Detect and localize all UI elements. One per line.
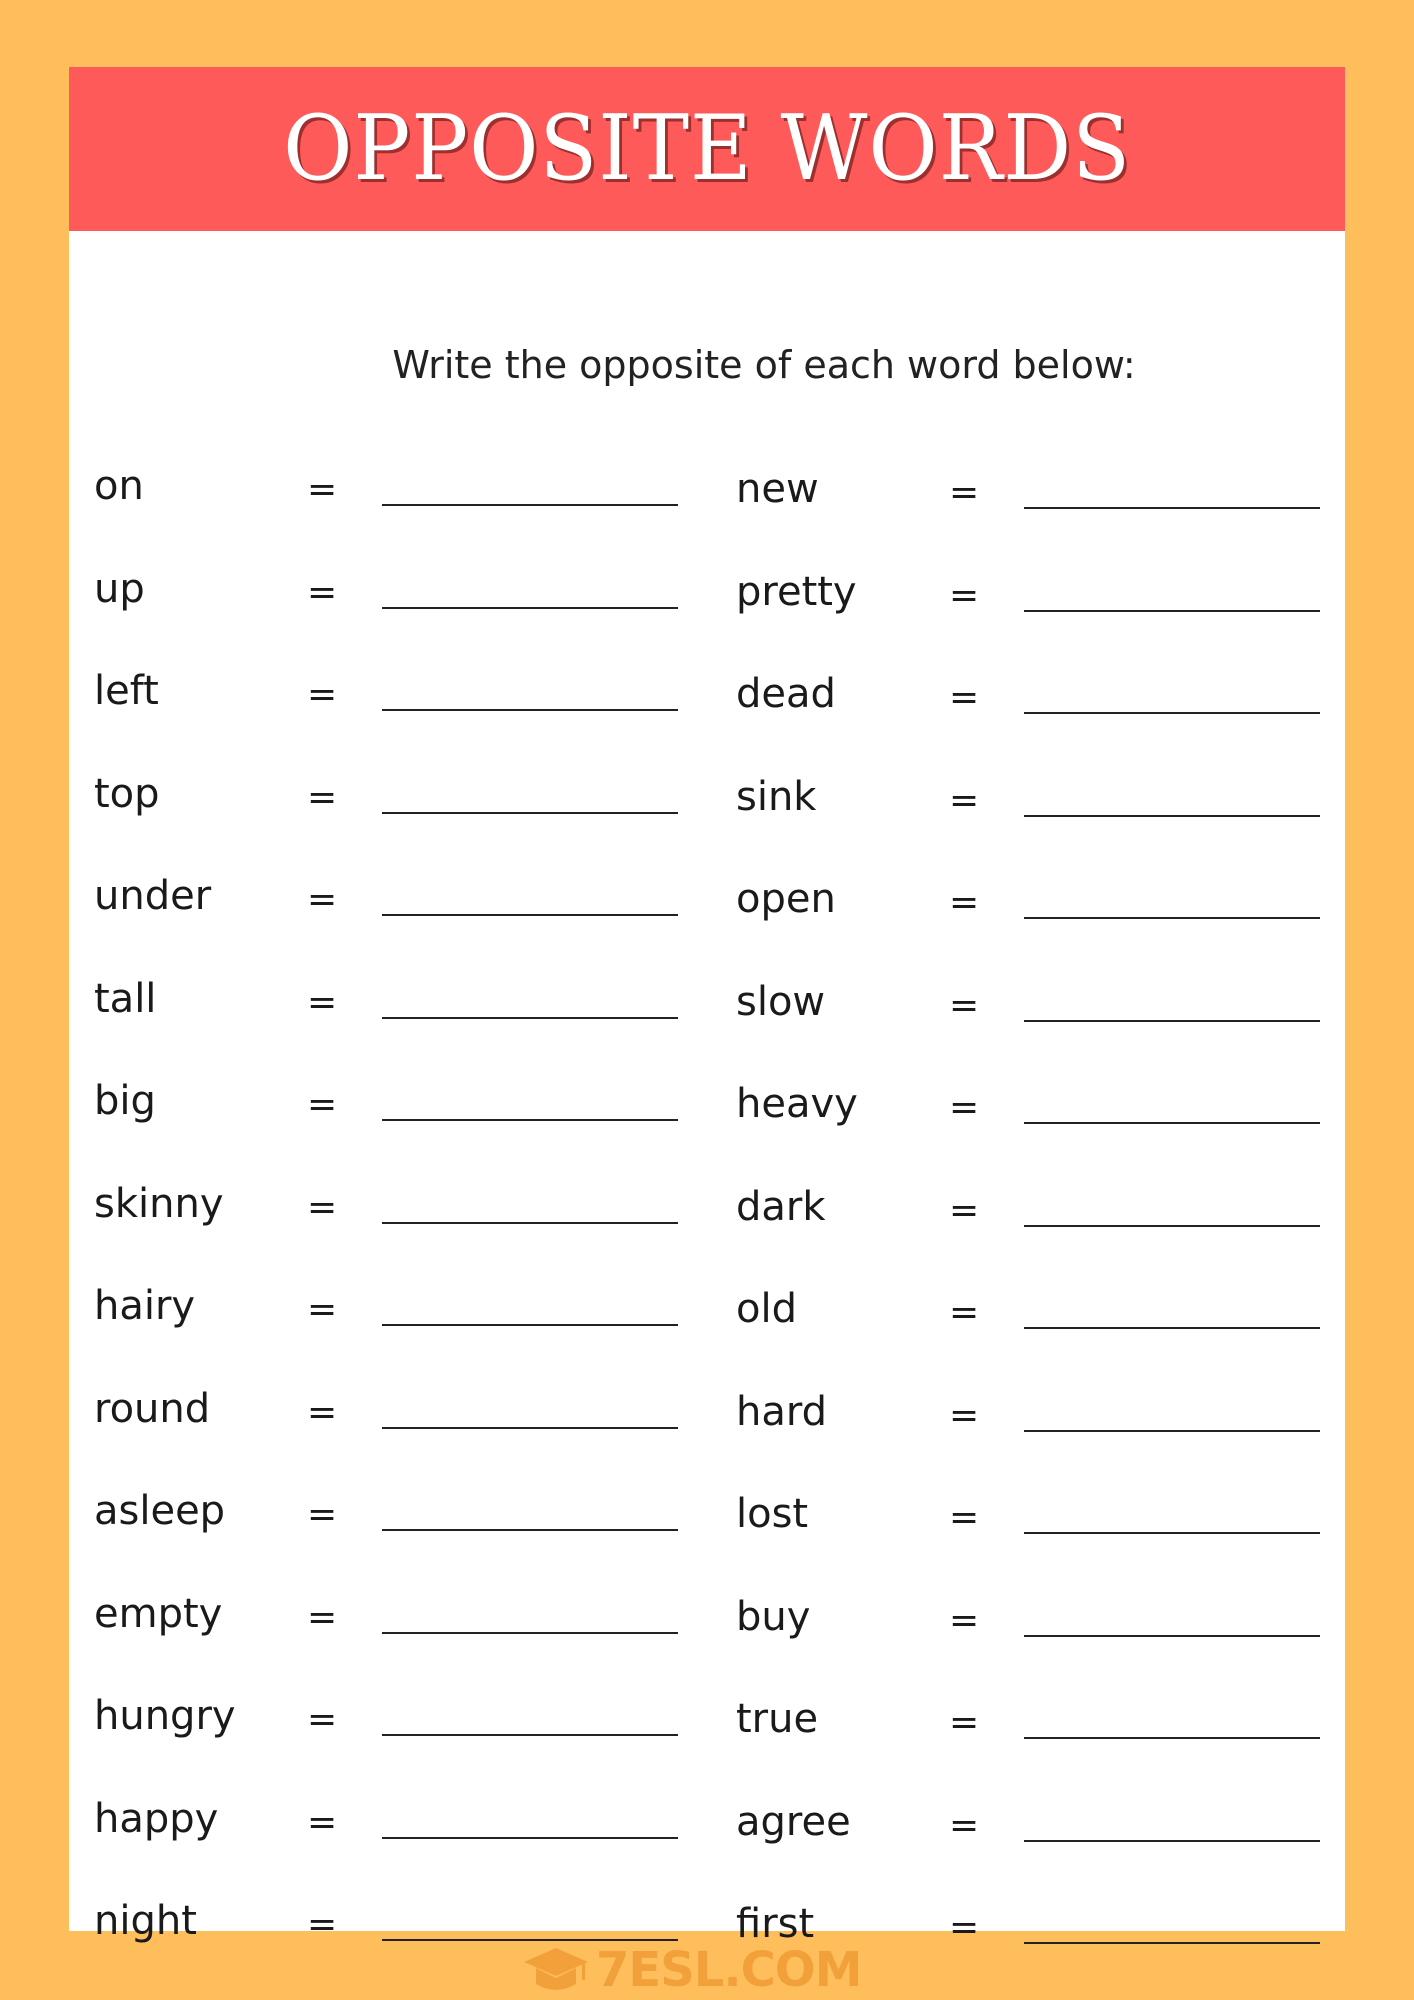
answer-blank[interactable] [1024,917,1320,919]
equals-sign: = [307,1801,338,1843]
equals-sign: = [949,574,980,616]
equals-sign: = [949,984,980,1026]
equals-sign: = [307,1391,338,1433]
answer-blank[interactable] [382,914,678,916]
word-label: up [94,565,145,612]
word-row [94,1588,694,1648]
equals-sign: = [307,1084,338,1125]
title-banner [69,67,1345,231]
equals-sign: = [307,469,338,510]
answer-blank[interactable] [382,1632,678,1634]
equals-sign: = [307,1494,338,1535]
answer-blank[interactable] [382,1529,678,1531]
answer-blank[interactable] [1024,1532,1320,1534]
word-row [736,1796,1336,1856]
equals-sign: = [949,1394,980,1436]
word-label: true [736,1696,819,1742]
answer-blank[interactable] [382,1222,678,1224]
equals-sign: = [949,1497,980,1538]
word-label: dead [736,671,836,717]
word-label: open [736,876,836,922]
word-label: heavy [736,1081,858,1127]
word-row [94,768,694,828]
word-row [94,563,694,623]
word-label: hairy [94,1283,196,1329]
word-label: dark [736,1183,826,1230]
word-row [94,1075,694,1135]
equals-sign: = [307,1186,338,1228]
answer-blank[interactable] [1024,1430,1320,1432]
word-row [736,771,1336,831]
word-row [94,1383,694,1443]
word-label: slow [736,978,826,1025]
word-label: old [736,1286,797,1332]
equals-sign: = [307,1596,338,1638]
equals-sign: = [949,1702,980,1743]
answer-blank[interactable] [382,1427,678,1429]
word-row [736,463,1336,523]
word-row [736,668,1336,728]
word-row [736,1078,1336,1138]
equals-sign: = [949,472,980,513]
word-row [94,1793,694,1853]
answer-blank[interactable] [1024,610,1320,612]
word-row [94,665,694,725]
word-label: tall [94,975,157,1022]
word-row [736,1181,1336,1241]
answer-blank[interactable] [382,504,678,506]
equals-sign: = [949,1292,980,1333]
equals-sign: = [307,1289,338,1330]
equals-sign: = [949,1804,980,1846]
equals-sign: = [949,779,980,821]
word-label: night [94,1898,197,1944]
answer-blank[interactable] [1024,815,1320,817]
word-row [736,976,1336,1036]
word-label: sink [736,773,817,820]
page-title: OPPOSITE WORDS [283,96,1131,201]
word-label: asleep [94,1488,226,1534]
word-row [94,1280,694,1340]
answer-blank[interactable] [1024,712,1320,714]
answer-blank[interactable] [1024,507,1320,509]
word-row [736,873,1336,933]
graduation-cap-icon [520,1940,592,2000]
word-row [94,1690,694,1750]
footer-logo [520,1940,880,2000]
word-label: left [94,668,159,714]
word-label: agree [736,1798,851,1845]
word-row [94,973,694,1033]
equals-sign: = [949,1599,980,1641]
word-label: skinny [94,1180,224,1227]
word-label: empty [94,1590,223,1637]
word-row [94,460,694,520]
word-row [94,1485,694,1545]
answer-blank[interactable] [1024,1737,1320,1739]
answer-blank[interactable] [1024,1020,1320,1022]
word-label: top [94,770,160,817]
word-row [736,1386,1336,1446]
word-label: under [94,873,212,919]
word-row [736,1591,1336,1651]
equals-sign: = [949,1087,980,1128]
equals-sign: = [949,1907,980,1948]
answer-blank[interactable] [382,607,678,609]
answer-blank[interactable] [1024,1225,1320,1227]
word-row [94,1178,694,1238]
word-row [736,1693,1336,1753]
word-row [94,870,694,930]
answer-blank[interactable] [382,709,678,711]
answer-blank[interactable] [382,1017,678,1019]
word-label: big [94,1078,156,1124]
equals-sign: = [307,981,338,1023]
answer-blank[interactable] [1024,1840,1320,1842]
equals-sign: = [307,571,338,613]
answer-blank[interactable] [1024,1942,1320,1944]
equals-sign: = [949,882,980,923]
word-label: pretty [736,568,857,615]
word-label: on [94,463,144,509]
equals-sign: = [307,1699,338,1740]
word-label: buy [736,1593,811,1640]
word-row [736,566,1336,626]
word-label: lost [736,1491,809,1537]
equals-sign: = [949,677,980,718]
word-row [736,1488,1336,1548]
answer-blank[interactable] [382,812,678,814]
answer-blank[interactable] [382,1734,678,1736]
equals-sign: = [307,776,338,818]
equals-sign: = [949,1189,980,1231]
instructions: Write the opposite of each word below: [392,343,1136,387]
answer-blank[interactable] [1024,1327,1320,1329]
equals-sign: = [307,879,338,920]
word-row [736,1283,1336,1343]
word-label: round [94,1385,211,1432]
worksheet [69,67,1345,1948]
answer-blank[interactable] [1024,1122,1320,1124]
footer-logo-text: 7ESL.COM [596,1942,862,1998]
word-label: hard [736,1388,827,1435]
word-label: happy [94,1795,219,1842]
answer-blank[interactable] [382,1837,678,1839]
word-label: first [736,1901,815,1947]
equals-sign: = [307,674,338,715]
word-label: hungry [94,1693,236,1739]
word-label: new [736,466,819,512]
answer-blank[interactable] [382,1119,678,1121]
answer-blank[interactable] [1024,1635,1320,1637]
equals-sign: = [307,1904,338,1945]
answer-blank[interactable] [382,1324,678,1326]
